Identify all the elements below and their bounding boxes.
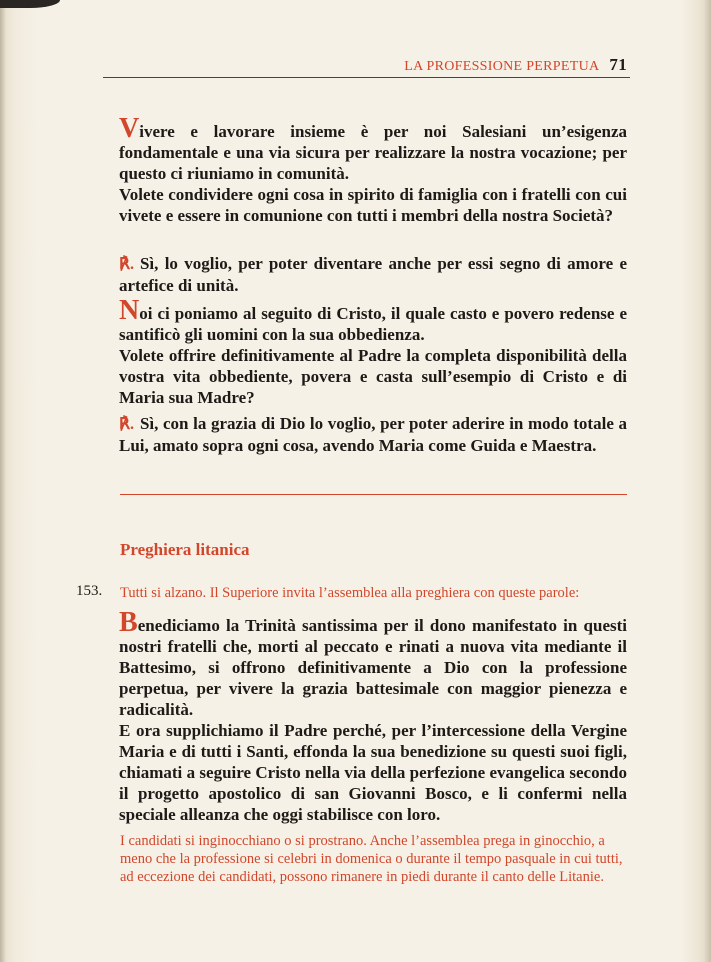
drop-cap: B xyxy=(119,607,138,638)
response-text: Sì, lo voglio, per poter diventare anche per essi segno di amore e artefice di unità. xyxy=(119,254,627,295)
page-number: 71 xyxy=(609,55,627,74)
paragraph-text: ivere e lavorare insieme è per noi Salesiani un’esigenza fondamentale e una via sicura per realizzare la nostra vocazione; per questo ci riuniamo in comunità. xyxy=(119,122,627,183)
paragraph-text-2: E ora supplichiamo il Padre perché, per l’intercessione della Vergine Maria e di tutti i Santi, effonda la sua benedizione su questi suoi figli, chiamati a seguire Cristo nella via della perfezione evangelica secondo il progetto apostolico di san Giovanni Bosco, e li confermi nella speciale alleanza che oggi stabilisce con loro. xyxy=(119,721,627,824)
section-title: Preghiera litanica xyxy=(120,540,250,559)
drop-cap: V xyxy=(119,113,140,144)
rubric-intro: Tutti si alzano. Il Superiore invita l’assemblea alla preghiera con queste parole: xyxy=(120,585,580,601)
question-text: Volete offrire definitivamente al Padre la completa disponibilità della vostra vita obbediente, povera e casta sull’esempio di Cristo e di Maria sua Madre? xyxy=(119,346,627,407)
header-rule xyxy=(103,77,630,78)
running-title: LA PROFESSIONE PERPETUA xyxy=(404,59,600,74)
rubric-final: I candidati si inginocchiano o si prostrano. Anche l’assemblea prega in ginocchio, a meno che la professione si celebri in domenica o durante il tempo pasquale in cui tutti, ad eccezione dei candidati, possono rimanere in piedi durante il canto delle Litanie. xyxy=(120,833,623,885)
response-2 xyxy=(119,413,627,456)
page-left-edge xyxy=(0,0,6,962)
response-text: Sì, con la grazia di Dio lo voglio, per poter aderire in modo totale a Lui, amato sopra ogni cosa, avendo Maria come Guida e Maestra. xyxy=(119,414,627,455)
page-right-edge xyxy=(703,0,711,962)
paragraph-community xyxy=(119,113,627,226)
response-symbol: ℟. xyxy=(119,256,134,273)
drop-cap: N xyxy=(119,295,140,326)
response-1 xyxy=(119,253,627,296)
response-symbol: ℟. xyxy=(119,416,134,433)
question-text: Volete condividere ogni cosa in spirito di famiglia con i fratelli con cui vivete e essere in comunione con tutti i membri della nostra Società? xyxy=(119,185,627,225)
running-header xyxy=(120,55,627,75)
paragraph-christ xyxy=(119,295,627,408)
paragraph-number: 153. xyxy=(76,583,103,599)
section-divider xyxy=(120,494,627,495)
paragraph-text: oi ci poniamo al seguito di Cristo, il quale casto e povero redense e santificò gli uomini con la sua obbedienza. xyxy=(119,304,627,344)
paragraph-text: enediciamo la Trinità santissima per il dono manifestato in questi nostri fratelli che, morti al peccato e rinati a nuova vita mediante il Battesimo, si offrono definitivamente a Dio con la professione perpetua, per vivere la grazia battesimale con maggior pienezza e radicalità. xyxy=(119,616,627,719)
paragraph-blessing xyxy=(119,607,627,825)
